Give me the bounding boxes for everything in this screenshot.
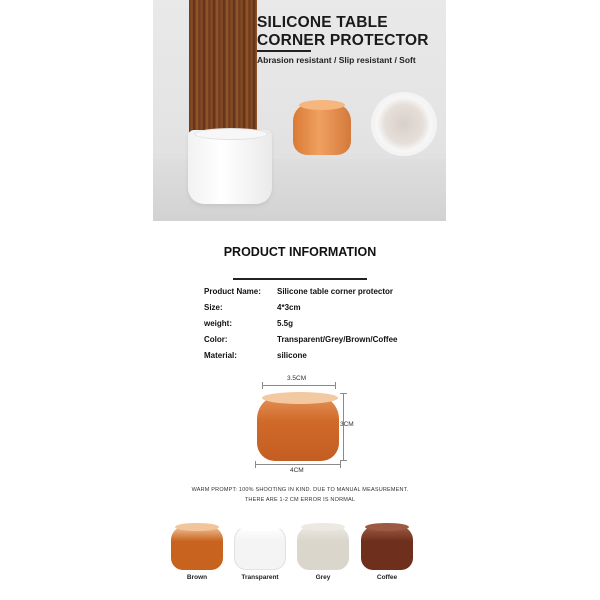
white-protector-rim (194, 128, 268, 140)
height-tick-top (340, 393, 347, 394)
bottom-width-line (255, 464, 341, 465)
spec-value: 5.5g (277, 319, 294, 328)
orange-protector (293, 103, 351, 155)
product-dimension-photo-rim (262, 392, 338, 404)
height-tick-bottom (340, 460, 347, 461)
spec-label: Size: (204, 303, 223, 312)
hero-subtitle: Abrasion resistant / Slip resistant / Soft (257, 55, 416, 65)
swatch-label: Transparent (241, 574, 279, 581)
top-width-tick-left (262, 382, 263, 389)
spec-label: Material: (204, 351, 237, 360)
hero-title: SILICONE TABLE CORNER PROTECTOR (257, 14, 429, 49)
spec-label: Product Name: (204, 287, 261, 296)
spec-value: Transparent/Grey/Brown/Coffee (277, 335, 398, 344)
spec-label: weight: (204, 319, 232, 328)
swatch-brown-photo (171, 526, 223, 570)
swatch-grey-photo (297, 526, 349, 570)
white-protector (188, 130, 272, 204)
bottom-width-label: 4CM (290, 467, 304, 474)
notice-line-2: THERE ARE 1-2 CM ERROR IS NORMAL (244, 497, 356, 503)
spec-value: silicone (277, 351, 307, 360)
swatch-coffee-rim (365, 523, 409, 531)
swatch-brown-rim (175, 523, 219, 531)
top-width-tick-right (335, 382, 336, 389)
product-info-heading: PRODUCT INFORMATION (223, 245, 377, 259)
swatch-label: Brown (186, 574, 208, 581)
swatch-grey-rim (301, 523, 345, 531)
spec-label: Color: (204, 335, 228, 344)
height-label: 3CM (340, 421, 354, 428)
spec-value: 4*3cm (277, 303, 301, 312)
notice-line-1: WARM PROMPT: 100% SHOOTING IN KIND. DUE TO MANUAL MEASUREMENT. (191, 487, 409, 493)
spec-value: Silicone table corner protector (277, 287, 394, 296)
swatch-coffee-photo (361, 526, 413, 570)
clear-protector (371, 92, 437, 156)
table-leg (189, 0, 257, 142)
swatch-label: Coffee (376, 574, 398, 581)
orange-protector-top (299, 100, 345, 110)
top-width-label: 3.5CM (287, 375, 307, 382)
swatch-label: Grey (315, 574, 331, 581)
hero-title-underline (257, 50, 311, 52)
product-dimension-photo (257, 395, 339, 461)
product-info-divider (233, 278, 367, 280)
swatch-transparent-rim (238, 523, 282, 531)
bottom-width-tick-right (340, 461, 341, 468)
bottom-width-tick-left (255, 461, 256, 468)
swatch-transparent-photo (234, 526, 286, 570)
top-width-line (262, 385, 336, 386)
